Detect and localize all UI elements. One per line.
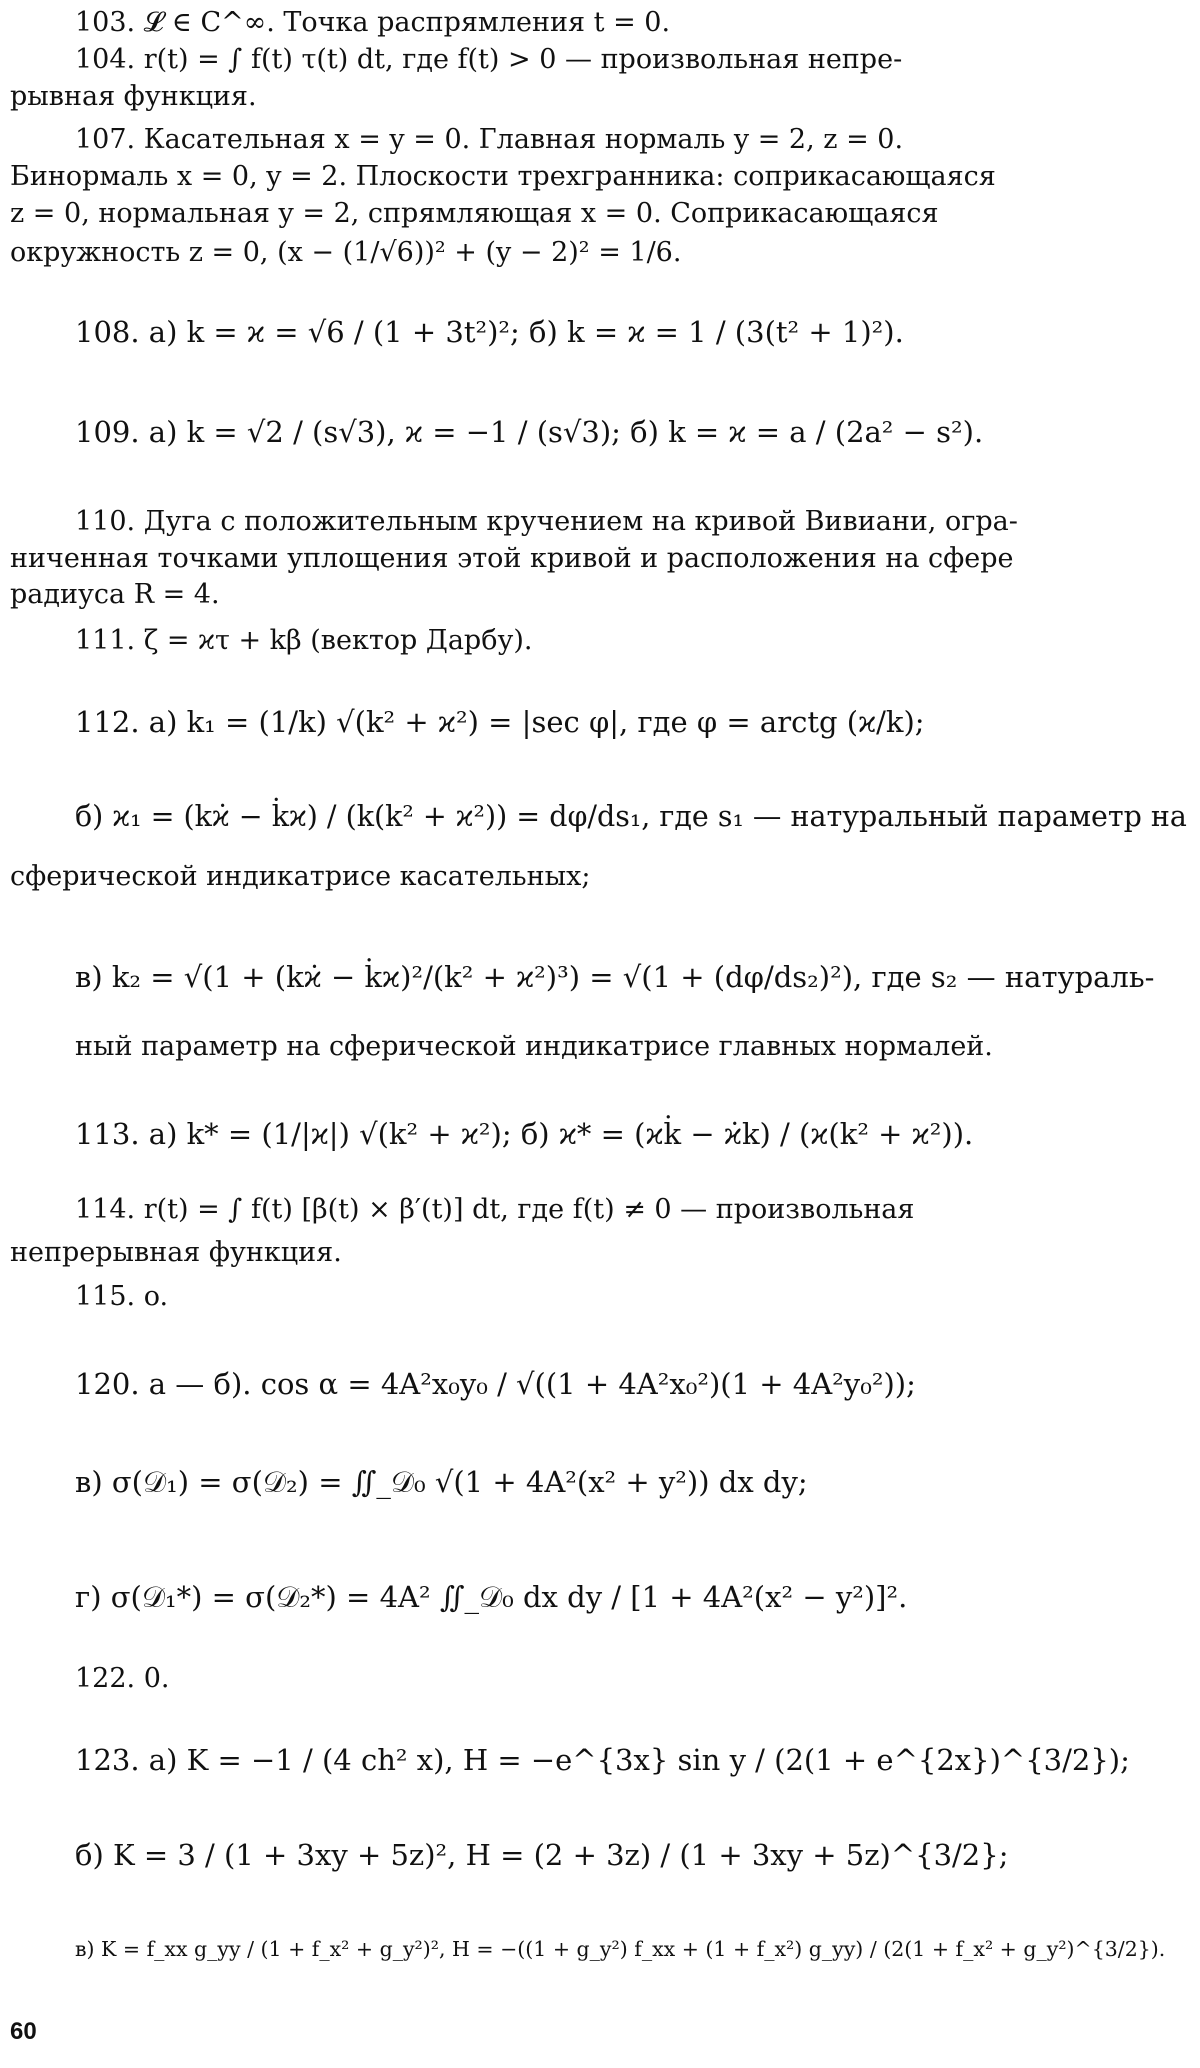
answer-112c: в) k₂ = √(1 + (kϰ̇ − k̇ϰ)²/(k² + ϰ²)³) = √(1 + (dφ/ds₂)²), где s₂ — натураль- <box>75 960 1155 994</box>
answer-110-cont-2: радиуса R = 4. <box>10 579 220 610</box>
answer-111: 111. ζ = ϰτ + kβ (вектор Дарбу). <box>75 625 533 656</box>
answer-107: 107. Касательная x = y = 0. Главная нормаль y = 2, z = 0. <box>75 124 904 155</box>
answer-123c: в) K = f_xx g_yy / (1 + f_x² + g_y²)², H = −((1 + g_y²) f_xx + (1 + f_x²) g_yy) / (2(1 + f_x² + g_y²)^{3/2}). <box>75 1937 1166 1961</box>
answer-104: 104. r(t) = ∫ f(t) τ(t) dt, где f(t) > 0 — произвольная непре- <box>75 44 903 75</box>
answer-104-cont: рывная функция. <box>10 81 257 112</box>
answer-112c-cont: ный параметр на сферической индикатрисе главных нормалей. <box>75 1031 993 1062</box>
answer-112a: 112. а) k₁ = (1/k) √(k² + ϰ²) = |sec φ|, где φ = arctg (ϰ/k); <box>75 705 925 739</box>
answer-112b: б) ϰ₁ = (kϰ̇ − k̇ϰ) / (k(k² + ϰ²)) = dφ/ds₁, где s₁ — натуральный параметр на <box>75 800 1187 833</box>
answer-123a: 123. а) K = −1 / (4 ch² x), H = −e^{3x} sin y / (2(1 + e^{2x})^{3/2}); <box>75 1743 1130 1777</box>
page-number: 60 <box>10 2018 37 2045</box>
answer-107-cont-2: z = 0, нормальная y = 2, спрямляющая x = 0. Соприкасающаяся <box>10 198 939 229</box>
answer-107-cont-1: Бинормаль x = 0, y = 2. Плоскости трехгранника: соприкасающаяся <box>10 161 996 192</box>
answer-122: 122. 0. <box>75 1663 170 1694</box>
answer-114: 114. r(t) = ∫ f(t) [β(t) × β′(t)] dt, где f(t) ≠ 0 — произвольная <box>75 1194 915 1225</box>
answer-115: 115. o. <box>75 1281 169 1312</box>
answer-107-cont-3: окружность z = 0, (x − (1/√6))² + (y − 2)² = 1/6. <box>10 237 682 268</box>
answer-113: 113. а) k* = (1/|ϰ|) √(k² + ϰ²); б) ϰ* = (ϰk̇ − ϰ̇k) / (ϰ(k² + ϰ²)). <box>75 1117 974 1151</box>
answer-103: 103. 𝓛 ∈ C^∞. Точка распрямления t = 0. <box>75 7 671 38</box>
answer-123b: б) K = 3 / (1 + 3xy + 5z)², H = (2 + 3z) / (1 + 3xy + 5z)^{3/2}; <box>75 1838 1009 1872</box>
answer-108: 108. а) k = ϰ = √6 / (1 + 3t²)²; б) k = ϰ = 1 / (3(t² + 1)²). <box>75 315 904 349</box>
answer-120ab: 120. а — б). cos α = 4A²x₀y₀ / √((1 + 4A²x₀²)(1 + 4A²y₀²)); <box>75 1367 916 1401</box>
answer-110: 110. Дуга с положительным кручением на кривой Вивиани, огра- <box>75 506 1018 537</box>
answer-112b-cont: сферической индикатрисе касательных; <box>10 861 591 892</box>
answer-114-cont: непрерывная функция. <box>10 1237 342 1268</box>
answer-120d: г) σ(𝒟₁*) = σ(𝒟₂*) = 4A² ∬_𝒟₀ dx dy / [1 + 4A²(x² − y²)]². <box>75 1580 908 1614</box>
answer-120c: в) σ(𝒟₁) = σ(𝒟₂) = ∬_𝒟₀ √(1 + 4A²(x² + y²)) dx dy; <box>75 1465 808 1499</box>
answer-110-cont-1: ниченная точками уплощения этой кривой и расположения на сфере <box>10 543 1014 574</box>
answer-109: 109. а) k = √2 / (s√3), ϰ = −1 / (s√3); б) k = ϰ = a / (2a² − s²). <box>75 415 984 449</box>
